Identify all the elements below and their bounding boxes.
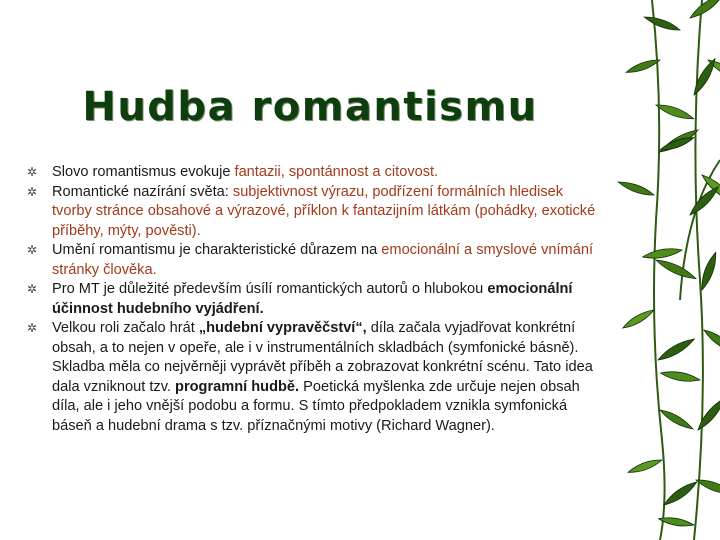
asterisk-bullet-icon: ✲	[26, 184, 38, 199]
bullet-text: Velkou roli začalo hrát	[52, 320, 199, 336]
bullet-text: Romantické nazírání světa:	[52, 183, 233, 200]
bullet-text: díla začala vyjadřovat konkrétní obsah, a to nejen v opeře, ale i v instrumentálních skladbách (symfonické básně). Skladba měla co nejvěrněji vyprávět příběh a zobrazovat konkrétní scénu. Tato idea dala vzniknout tzv.	[52, 320, 593, 395]
highlight-text: subjektivnost výrazu, podřízení formálních hledisek tvorby stránce obsahové a výrazové, příklon k fantazijním látkám (pohádky, exotické příběhy, mýty, pověsti).	[52, 183, 596, 239]
bullet-text: Slovo romantismus evokuje	[52, 164, 235, 180]
bullet-text: Pro MT je důležité především úsílí romantických autorů o hlubokou	[52, 281, 488, 297]
asterisk-bullet-icon: ✲	[26, 243, 38, 257]
highlight-text: fantazii, spontánnost a citovost.	[234, 164, 439, 180]
bold-text: „hudební vypravěčství“,	[198, 320, 367, 336]
highlight-text: emocionální a smyslové vnímání stránky člověka.	[52, 242, 593, 278]
asterisk-bullet-icon: ✲	[26, 165, 38, 179]
bullet-item	[26, 241, 606, 280]
bullet-list	[26, 163, 606, 436]
bullet-item	[26, 280, 606, 319]
bullet-item	[26, 319, 606, 436]
asterisk-bullet-icon: ✲	[26, 321, 38, 335]
bullet-text: Poetická myšlenka zde určuje nejen obsah díla, ale i jeho vnější podobu a formu. S tímto předpokladem vznikla symfonická báseň a hudební drama s tzv. příznačnými motivy (Richard Wagner).	[52, 378, 580, 434]
bullet-item	[26, 163, 606, 183]
asterisk-bullet-icon: ✲	[26, 282, 38, 296]
bullet-text: Umění romantismu je charakteristické důrazem na	[52, 242, 382, 258]
bold-text: emocionální účinnost hudebního vyjádření.	[52, 281, 573, 317]
slide-title: Hudba romantismu	[82, 84, 538, 130]
bamboo-leaves	[617, 0, 720, 528]
bullet-item	[26, 183, 606, 242]
bamboo-leaves-decoration	[590, 0, 720, 540]
bold-text: programní hudbě.	[175, 378, 300, 395]
